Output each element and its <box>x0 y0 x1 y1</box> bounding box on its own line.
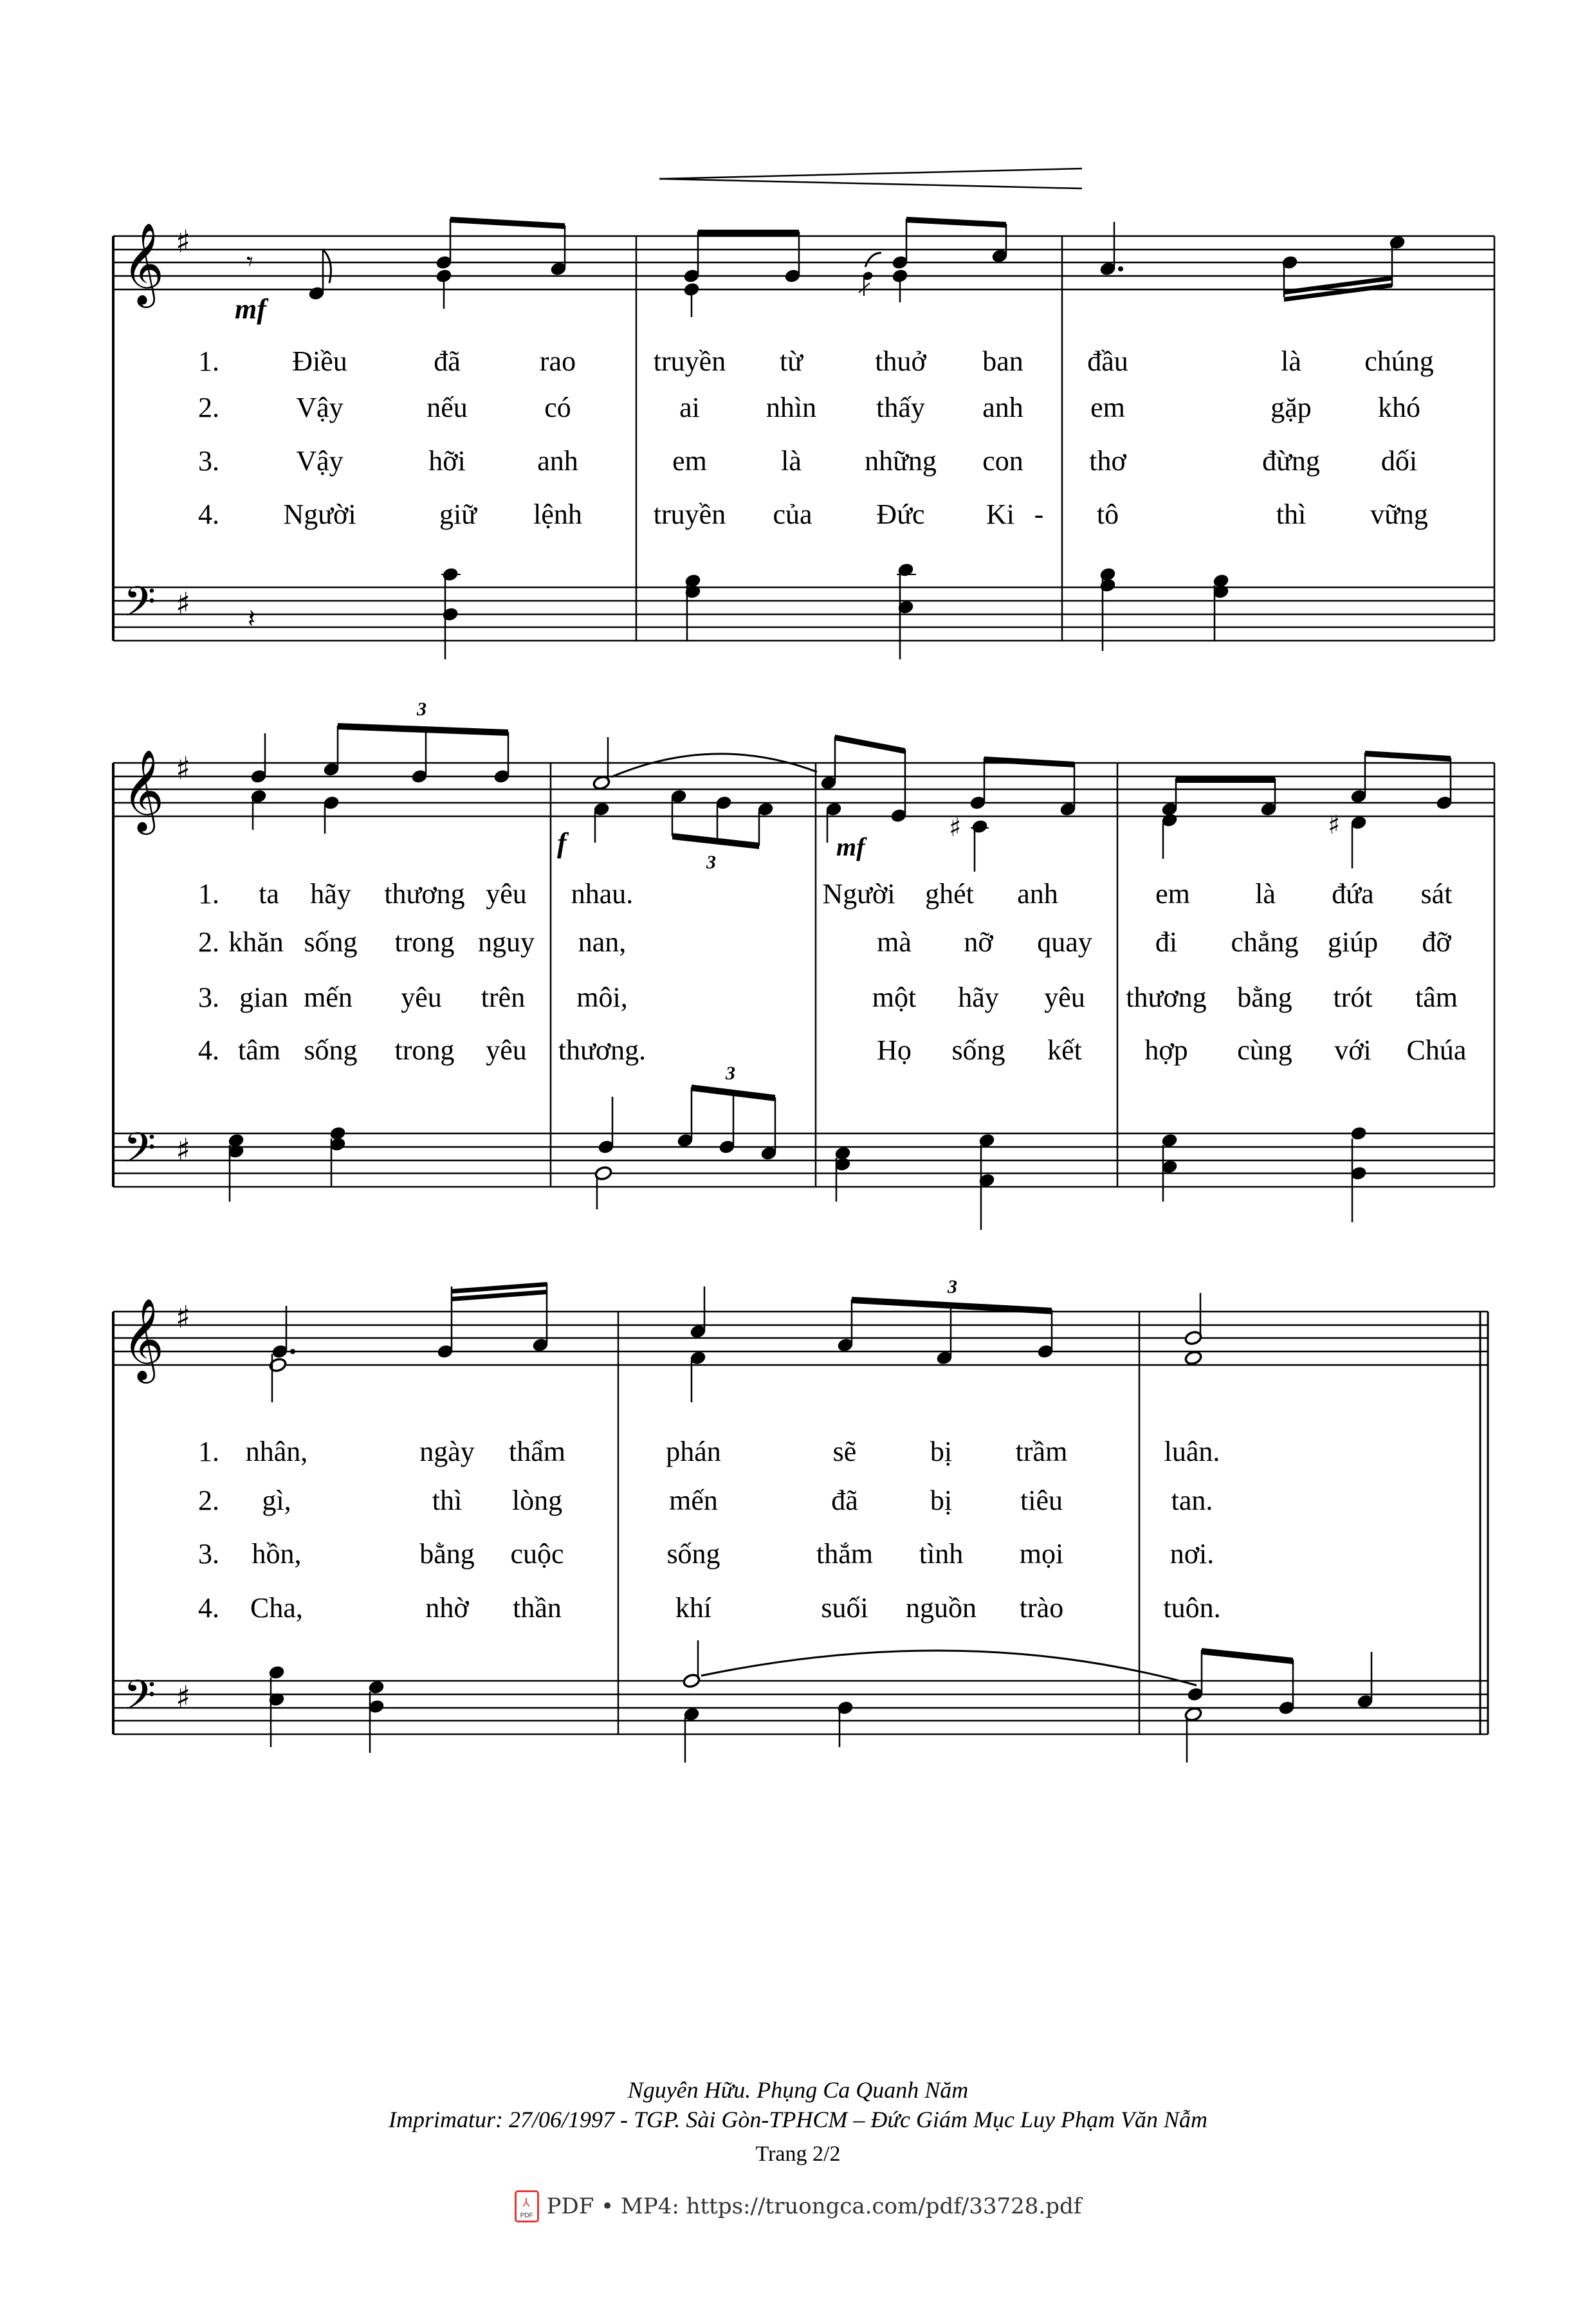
lyric-syllable: thương <box>1126 982 1207 1013</box>
lyric-syllable: của <box>773 499 812 530</box>
lyric-syllable: ban <box>982 345 1023 377</box>
lyric-syllable: Ki <box>986 499 1014 530</box>
lyric-syllable: ai <box>679 392 700 423</box>
imprimatur-line: Imprimatur: 27/06/1997 - TGP. Sài Gòn-TPHCM – Đức Giám Mục Luy Phạm Văn Nẫm <box>389 2107 1207 2132</box>
lyric-syllable: vững <box>1370 499 1428 530</box>
lyric-syllable: lòng <box>511 1485 563 1516</box>
lyric-syllable: là <box>1281 345 1301 377</box>
lyric-syllable: khí <box>675 1592 712 1624</box>
verse-number: 2. <box>198 392 219 423</box>
lyric-syllable: thì <box>1276 499 1307 530</box>
sharp-icon: ♯ <box>176 224 191 260</box>
lyric-syllable: nhân, <box>245 1436 308 1467</box>
verse-number: 4. <box>198 1034 219 1066</box>
lyric-syllable: yêu <box>486 1034 527 1066</box>
lyric-syllable: con <box>982 445 1023 477</box>
svg-text:3: 3 <box>726 1063 735 1084</box>
treble-clef-icon: 𝄞 <box>122 1297 165 1380</box>
lyric-syllable: luân. <box>1164 1436 1220 1467</box>
lyric-syllable: Họ <box>877 1034 912 1066</box>
lyric-syllable: nhờ <box>425 1592 469 1624</box>
lyric-syllable: trên <box>481 982 526 1013</box>
lyric-syllable: trào <box>1019 1592 1064 1624</box>
lyric-syllable: từ <box>779 345 803 377</box>
lyric-syllable: khăn <box>228 926 284 958</box>
svg-text:3: 3 <box>948 1276 957 1297</box>
lyric-syllable: nguy <box>478 926 535 958</box>
lyric-syllable: đỡ <box>1422 926 1451 958</box>
lyric-syllable: tiêu <box>1020 1485 1063 1516</box>
system-2 <box>113 763 1494 1187</box>
lyric-syllable: mến <box>669 1485 718 1516</box>
lyric-syllable: thơ <box>1089 445 1126 477</box>
verse-number: 4. <box>198 1592 219 1624</box>
lyric-syllable: em <box>1155 878 1190 910</box>
lyric-syllable: nhau. <box>571 878 634 910</box>
lyric-syllable: chúng <box>1364 345 1434 377</box>
credit-line: Nguyên Hữu. Phụng Ca Quanh Năm <box>627 2077 969 2103</box>
lyric-syllable: tâm <box>1415 982 1458 1013</box>
svg-text:mf: mf <box>235 293 266 325</box>
lyric-syllable: sống <box>951 1034 1005 1066</box>
lyric-syllable: thấy <box>876 392 925 423</box>
page-number: Trang 2/2 <box>755 2142 841 2166</box>
treble-clef-icon: 𝄞 <box>122 749 165 831</box>
lyric-syllable: những <box>865 445 937 477</box>
lyric-syllable: anh <box>982 392 1023 423</box>
lyric-syllable: sống <box>666 1538 720 1570</box>
verse-number: 1. <box>198 345 219 377</box>
lyric-syllable: phán <box>666 1436 721 1467</box>
lyric-syllable: Vậy <box>296 445 344 477</box>
svg-text:𝄽: 𝄽 <box>248 604 256 634</box>
lyric-syllable: bị <box>930 1436 953 1467</box>
lyric-syllable: thẩm <box>509 1436 565 1467</box>
svg-text:3: 3 <box>417 699 427 720</box>
bass-clef-icon: 𝄢 <box>124 578 156 636</box>
lyric-syllable: nơi. <box>1169 1538 1215 1570</box>
lyric-syllable: dối <box>1380 445 1418 477</box>
lyric-syllable: đừng <box>1262 445 1320 477</box>
lyric-syllable: Điều <box>292 345 347 377</box>
notes-system-3 <box>268 1276 1373 1763</box>
download-link[interactable]: PDF • MP4: https://truongca.com/pdf/33728.pdf <box>546 2194 1082 2219</box>
lyric-syllable: gì, <box>262 1485 291 1516</box>
lyric-syllable: tô <box>1096 499 1119 530</box>
lyric-syllable: sát <box>1420 878 1453 910</box>
system-3 <box>113 1312 1488 1734</box>
lyric-syllable: nỡ <box>964 926 993 958</box>
verse-number: 1. <box>198 878 219 910</box>
lyric-syllable: kết <box>1047 1034 1082 1066</box>
verse-number: 2. <box>198 926 219 958</box>
svg-text:3: 3 <box>706 852 716 873</box>
lyric-syllable: ta <box>259 878 279 910</box>
lyric-syllable: yêu <box>486 878 527 910</box>
lyric-syllable: sống <box>304 1034 358 1066</box>
lyric-syllable: yêu <box>401 982 442 1013</box>
verse-number: 3. <box>198 1538 219 1570</box>
lyric-syllable: thắm <box>816 1538 873 1570</box>
download-link-row[interactable] <box>0 2190 1596 2222</box>
svg-text:♯: ♯ <box>949 813 962 843</box>
lyric-syllable: thuở <box>875 345 926 377</box>
lyric-syllable: mà <box>877 926 912 958</box>
lyric-syllable: bị <box>930 1485 953 1516</box>
lyric-syllable: thương <box>384 878 465 910</box>
lyric-syllable: hãy <box>958 982 999 1013</box>
lyric-syllable: chẳng <box>1231 926 1299 958</box>
lyric-syllable: mến <box>304 982 353 1013</box>
lyric-syllable: một <box>872 982 917 1013</box>
treble-clef-icon: 𝄞 <box>122 222 165 304</box>
sharp-icon: ♯ <box>176 1132 191 1168</box>
lyric-syllable: sẽ <box>832 1436 857 1467</box>
lyric-syllable: có <box>544 392 571 423</box>
lyric-syllable: tâm <box>238 1034 280 1066</box>
lyric-syllable: đã <box>434 345 461 377</box>
sharp-icon: ♯ <box>176 1299 191 1335</box>
pdf-icon-label: PDF <box>520 2212 533 2219</box>
lyric-syllable: cùng <box>1237 1034 1292 1066</box>
svg-text:♯: ♯ <box>1328 811 1341 840</box>
lyric-syllable: gian <box>239 982 288 1013</box>
svg-text:f: f <box>557 827 567 859</box>
lyric-syllable: môi, <box>576 982 628 1013</box>
svg-text:𝄾: 𝄾 <box>246 247 253 277</box>
lyric-syllable: với <box>1334 1034 1371 1066</box>
lyric-syllable: ngày <box>419 1436 475 1467</box>
lyric-syllable: bằng <box>419 1538 475 1570</box>
lyric-hyphen: - <box>1034 499 1044 530</box>
sharp-icon: ♯ <box>176 1680 191 1716</box>
lyric-syllable: đi <box>1155 926 1178 958</box>
lyric-syllable: giữ <box>439 499 477 530</box>
lyric-syllable: bằng <box>1237 982 1292 1013</box>
lyric-syllable: hồn, <box>252 1538 302 1570</box>
sharp-icon: ♯ <box>176 751 191 787</box>
lyric-syllable: mọi <box>1019 1538 1064 1570</box>
lyric-syllable: Đức <box>876 499 925 530</box>
lyric-syllable: thần <box>513 1592 562 1624</box>
lyric-syllable: Người <box>283 499 356 530</box>
verse-number: 3. <box>198 445 219 477</box>
lyric-syllable: giúp <box>1327 926 1379 958</box>
notes-system-2 <box>228 699 1453 1230</box>
lyric-syllable: nan, <box>578 926 627 958</box>
acrobat-icon: ⅄ <box>522 2196 530 2210</box>
lyric-syllable: hợp <box>1144 1034 1188 1066</box>
bass-clef-icon: 𝄢 <box>124 1672 156 1730</box>
notes-system-1 <box>235 217 1406 659</box>
lyric-syllable: đầu <box>1087 345 1128 377</box>
lyric-syllable: thì <box>432 1485 463 1516</box>
verse-number: 3. <box>198 982 219 1013</box>
lyric-syllable: yêu <box>1044 982 1085 1013</box>
lyric-syllable: là <box>781 445 802 477</box>
lyric-syllable: anh <box>1017 878 1058 910</box>
lyric-syllable: nhìn <box>766 392 817 423</box>
lyric-syllable: nếu <box>427 392 468 423</box>
lyric-syllable: sống <box>304 926 358 958</box>
lyric-syllable: cuộc <box>510 1538 564 1570</box>
lyric-syllable: anh <box>537 445 578 477</box>
lyric-syllable: em <box>672 445 707 477</box>
svg-text:mf: mf <box>836 832 865 861</box>
lyric-syllable: là <box>1255 878 1276 910</box>
verse-number: 1. <box>198 1436 219 1467</box>
clefs <box>122 222 190 1730</box>
lyric-syllable: trầm <box>1015 1436 1068 1467</box>
bass-clef-icon: 𝄢 <box>124 1124 156 1182</box>
lyric-syllable: tan. <box>1171 1485 1213 1516</box>
lyric-syllable: tuôn. <box>1163 1592 1221 1624</box>
lyric-syllable: hỡi <box>428 445 466 477</box>
lyric-syllable: thương. <box>558 1034 647 1066</box>
crescendo-hairpin <box>659 169 1082 188</box>
lyric-syllable: gặp <box>1270 392 1312 423</box>
verse-number: 4. <box>198 499 219 530</box>
lyric-syllable: đã <box>831 1485 858 1516</box>
pdf-file-icon <box>515 2190 539 2222</box>
lyric-syllable: đứa <box>1332 878 1374 910</box>
lyric-syllable: tình <box>919 1538 964 1570</box>
lyric-syllable: khó <box>1378 392 1420 423</box>
lyric-syllable: em <box>1090 392 1125 423</box>
lyric-syllable: Vậy <box>296 392 344 423</box>
lyric-syllable: Cha, <box>250 1592 303 1624</box>
lyric-syllable: truyền <box>653 499 726 530</box>
lyric-syllable: trót <box>1333 982 1373 1013</box>
lyric-syllable: suối <box>821 1592 868 1624</box>
sharp-icon: ♯ <box>176 586 191 622</box>
lyric-syllable: Người <box>822 878 895 910</box>
lyric-syllable: lệnh <box>533 499 582 530</box>
lyric-syllable: quay <box>1037 926 1092 958</box>
lyric-syllable: nguồn <box>906 1592 977 1624</box>
lyric-syllable: Chúa <box>1406 1034 1467 1066</box>
lyric-syllable: truyền <box>653 345 726 377</box>
lyric-syllable: trong <box>394 1034 455 1066</box>
lyric-syllable: hãy <box>310 878 351 910</box>
verse-number: 2. <box>198 1485 219 1516</box>
lyric-syllable: trong <box>394 926 455 958</box>
lyric-syllable: ghét <box>925 878 974 910</box>
lyric-syllable: rao <box>539 345 576 377</box>
